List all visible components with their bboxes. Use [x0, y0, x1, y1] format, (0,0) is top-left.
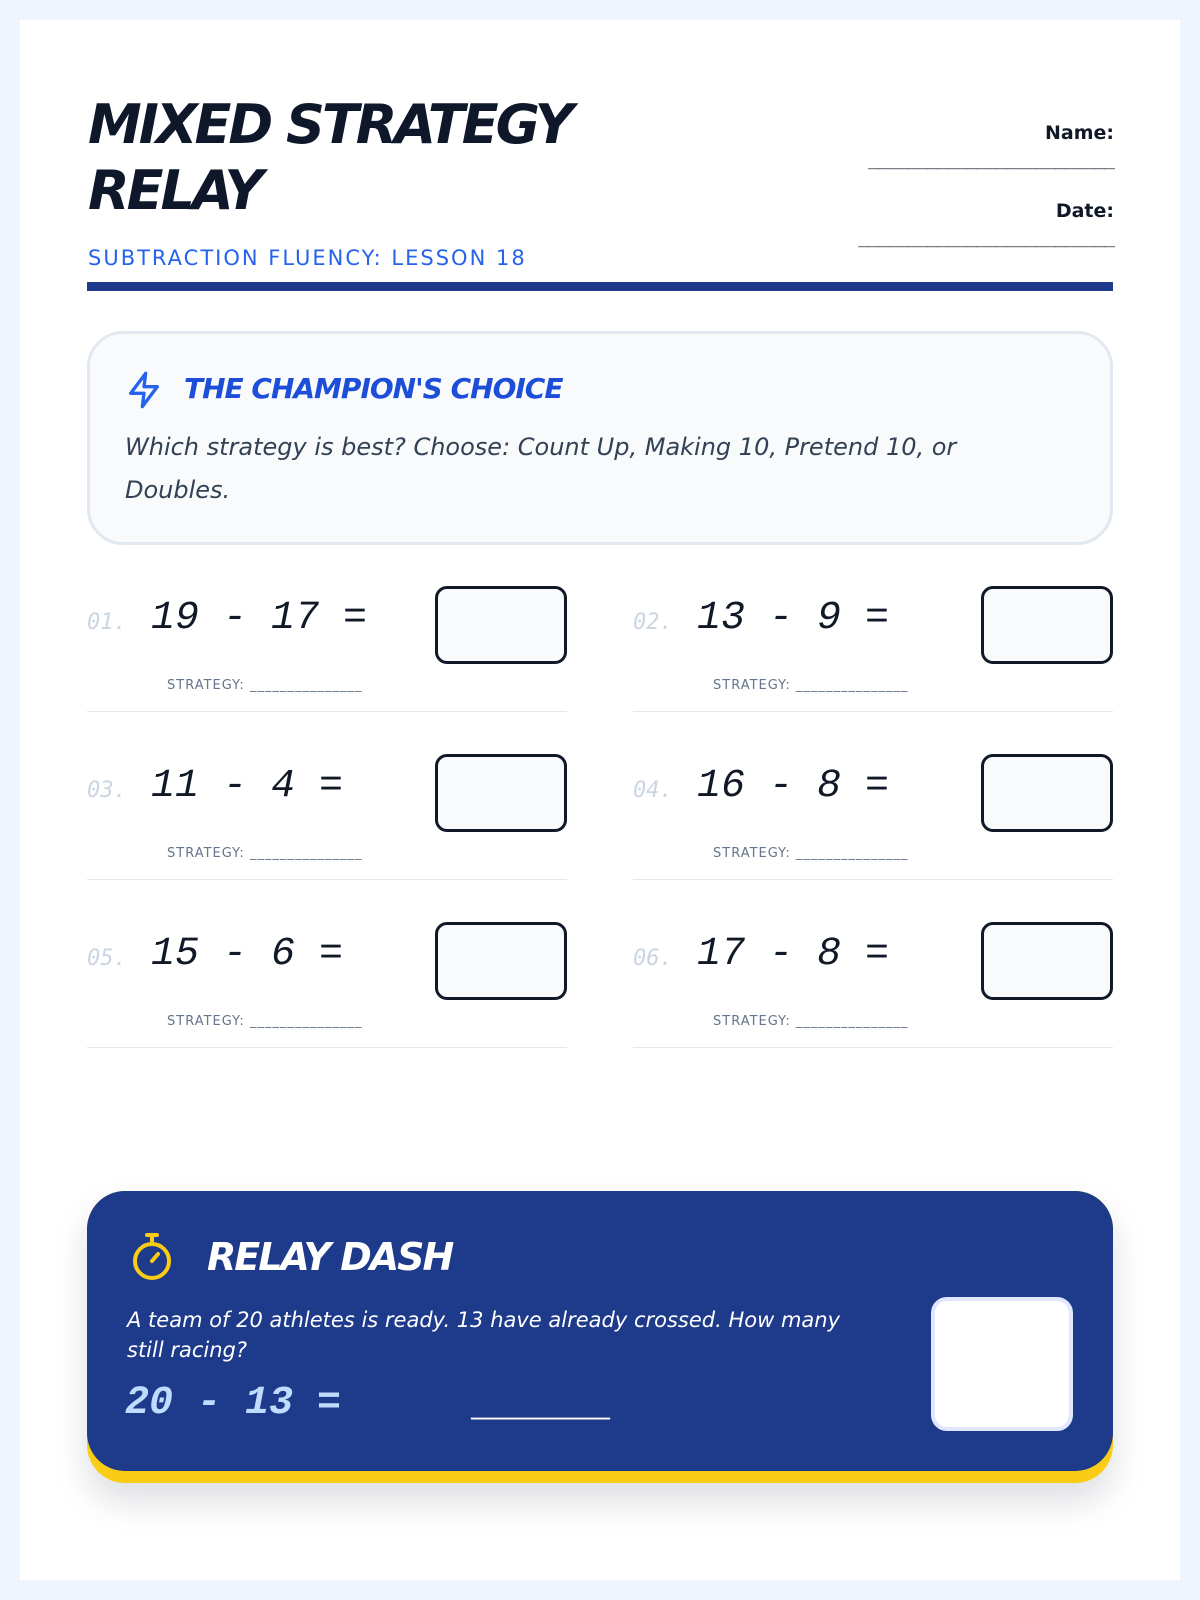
- worksheet: [20, 20, 1180, 1580]
- relay-dash-answer-line[interactable]: ______: [471, 1383, 610, 1428]
- problem-equation: 11 - 4 =: [151, 764, 344, 809]
- answer-box[interactable]: [981, 922, 1113, 1000]
- problem-number: 03.: [87, 778, 127, 803]
- champions-choice-panel: [87, 331, 1113, 545]
- problem-equation: 19 - 17 =: [151, 596, 368, 641]
- answer-box[interactable]: [435, 754, 567, 832]
- header-divider: [87, 282, 1113, 291]
- name-field[interactable]: _________________________: [868, 149, 1114, 170]
- strategy-line[interactable]: STRATEGY: _______________: [713, 678, 909, 693]
- answer-box[interactable]: [435, 922, 567, 1000]
- relay-dash-answer-box[interactable]: [931, 1297, 1073, 1431]
- problem-number: 05.: [87, 946, 127, 971]
- strategy-line[interactable]: STRATEGY: _______________: [167, 1014, 363, 1029]
- problem-item: [633, 754, 1113, 880]
- page-title: MIXED STRATEGY RELAY: [88, 93, 571, 222]
- relay-dash-title: RELAY DASH: [207, 1235, 453, 1279]
- strategy-line[interactable]: STRATEGY: _______________: [167, 678, 363, 693]
- lightning-bolt-icon: [124, 370, 164, 410]
- problem-equation: 15 - 6 =: [151, 932, 344, 977]
- problem-item: [633, 922, 1113, 1048]
- lesson-subtitle: SUBTRACTION FLUENCY: LESSON 18: [88, 246, 527, 270]
- problem-number: 06.: [633, 946, 673, 971]
- problem-equation: 13 - 9 =: [697, 596, 890, 641]
- name-label: Name:: [1044, 122, 1114, 144]
- problem-number: 04.: [633, 778, 673, 803]
- champions-choice-text: Which strategy is best? Choose: Count Up, Making 10, Pretend 10, or Doubles.: [125, 433, 957, 504]
- champions-choice-title: THE CHAMPION'S CHOICE: [184, 372, 563, 405]
- strategy-line[interactable]: STRATEGY: _______________: [713, 1014, 909, 1029]
- problem-equation: 16 - 8 =: [697, 764, 890, 809]
- relay-dash-equation: 20 - 13 =: [125, 1381, 342, 1426]
- problem-item: [87, 922, 567, 1048]
- problem-number: 01.: [87, 610, 127, 635]
- problem-item: [87, 586, 567, 712]
- answer-box[interactable]: [981, 586, 1113, 664]
- relay-dash-panel: [87, 1191, 1113, 1471]
- relay-dash-question: A team of 20 athletes is ready. 13 have already crossed. How many still racing?: [127, 1308, 841, 1362]
- problem-item: [87, 754, 567, 880]
- strategy-line[interactable]: STRATEGY: _______________: [167, 846, 363, 861]
- answer-box[interactable]: [435, 586, 567, 664]
- strategy-line[interactable]: STRATEGY: _______________: [713, 846, 909, 861]
- date-label: Date:: [1055, 200, 1114, 222]
- problem-equation: 17 - 8 =: [697, 932, 890, 977]
- date-field[interactable]: __________________________: [858, 227, 1114, 248]
- stopwatch-icon: [129, 1231, 175, 1281]
- problem-number: 02.: [633, 610, 673, 635]
- answer-box[interactable]: [981, 754, 1113, 832]
- problem-item: [633, 586, 1113, 712]
- student-info: [858, 120, 1114, 276]
- relay-dash-card: [87, 1191, 1113, 1483]
